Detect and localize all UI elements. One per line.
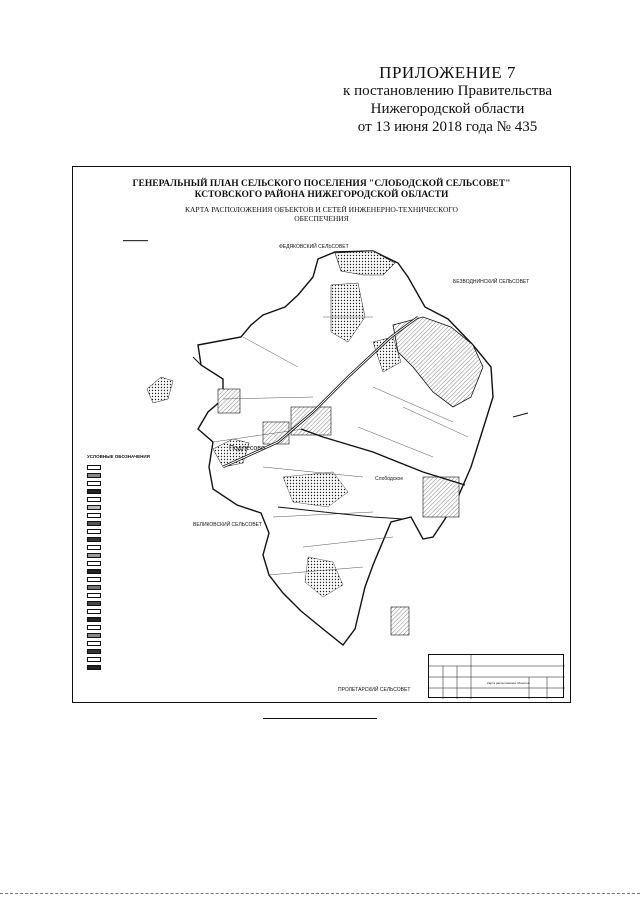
town-label-1: Подлесово <box>229 445 265 452</box>
legend-row <box>87 519 195 527</box>
legend-row <box>87 463 195 471</box>
stamp-title: Карта расположения объектов <box>487 681 530 685</box>
title-block-stamp <box>428 654 564 698</box>
legend-row <box>87 503 195 511</box>
label-west: ВЕЛИКОВСКИЙ СЕЛЬСОВЕТ <box>193 522 263 528</box>
legend-row <box>87 631 195 639</box>
legend-row <box>87 479 195 487</box>
legend-row <box>87 487 195 495</box>
map-title-line2: КСТОВСКОГО РАЙОНА НИЖЕГОРОДСКОЙ ОБЛАСТИ <box>194 190 449 200</box>
date-line: от 13 июня 2018 года № 435 <box>357 119 538 135</box>
legend-row <box>87 535 195 543</box>
map-subtitle-line1: КАРТА РАСПОЛОЖЕНИЯ ОБЪЕКТОВ И СЕТЕЙ ИНЖЕНЕРНО-ТЕХНИЧЕСКОГО <box>185 205 458 214</box>
legend-row <box>87 471 195 479</box>
legend-row <box>87 623 195 631</box>
legend-row <box>87 551 195 559</box>
forest-north <box>335 251 395 275</box>
document-header <box>343 64 552 136</box>
legend-row <box>87 591 195 599</box>
stamp-grid <box>429 655 565 699</box>
town-label-2: Слободское <box>375 476 404 482</box>
legend-row <box>87 511 195 519</box>
legend-row <box>87 575 195 583</box>
label-south: ПРОЛЕТАРСКИЙ СЕЛЬСОВЕТ <box>338 687 411 693</box>
legend-row <box>87 615 195 623</box>
legend-row <box>87 543 195 551</box>
resolution-line: к постановлению Правительства <box>343 83 552 99</box>
legend-row <box>87 647 195 655</box>
appendix-title: ПРИЛОЖЕНИЕ 7 <box>379 63 516 82</box>
map-sheet <box>72 166 571 703</box>
map-subtitle-line2: ОБЕСПЕЧЕНИЯ <box>294 214 349 223</box>
legend-row <box>87 599 195 607</box>
legend-row <box>87 559 195 567</box>
scan-edge <box>0 893 640 894</box>
label-north: ФЕДЯКОВСКИЙ СЕЛЬСОВЕТ <box>279 244 349 250</box>
legend-row <box>87 583 195 591</box>
settlement-block <box>291 407 331 435</box>
legend-row <box>87 655 195 663</box>
legend-row <box>87 527 195 535</box>
map-title-line1: ГЕНЕРАЛЬНЫЙ ПЛАН СЕЛЬСКОГО ПОСЕЛЕНИЯ "СЛОБОДСКОЙ СЕЛЬСОВЕТ" <box>132 179 511 189</box>
legend-title: УСЛОВНЫЕ ОБОЗНАЧЕНИЯ <box>87 454 150 459</box>
signature-line <box>263 718 377 719</box>
legend-row <box>87 495 195 503</box>
legend-row <box>87 567 195 575</box>
legend-row <box>87 663 195 671</box>
label-northeast: БЕЗВОДНИНСКИЙ СЕЛЬСОВЕТ <box>453 279 530 285</box>
legend-row <box>87 639 195 647</box>
region-line: Нижегородской области <box>370 101 525 117</box>
map-legend <box>87 454 195 671</box>
legend-row <box>87 607 195 615</box>
